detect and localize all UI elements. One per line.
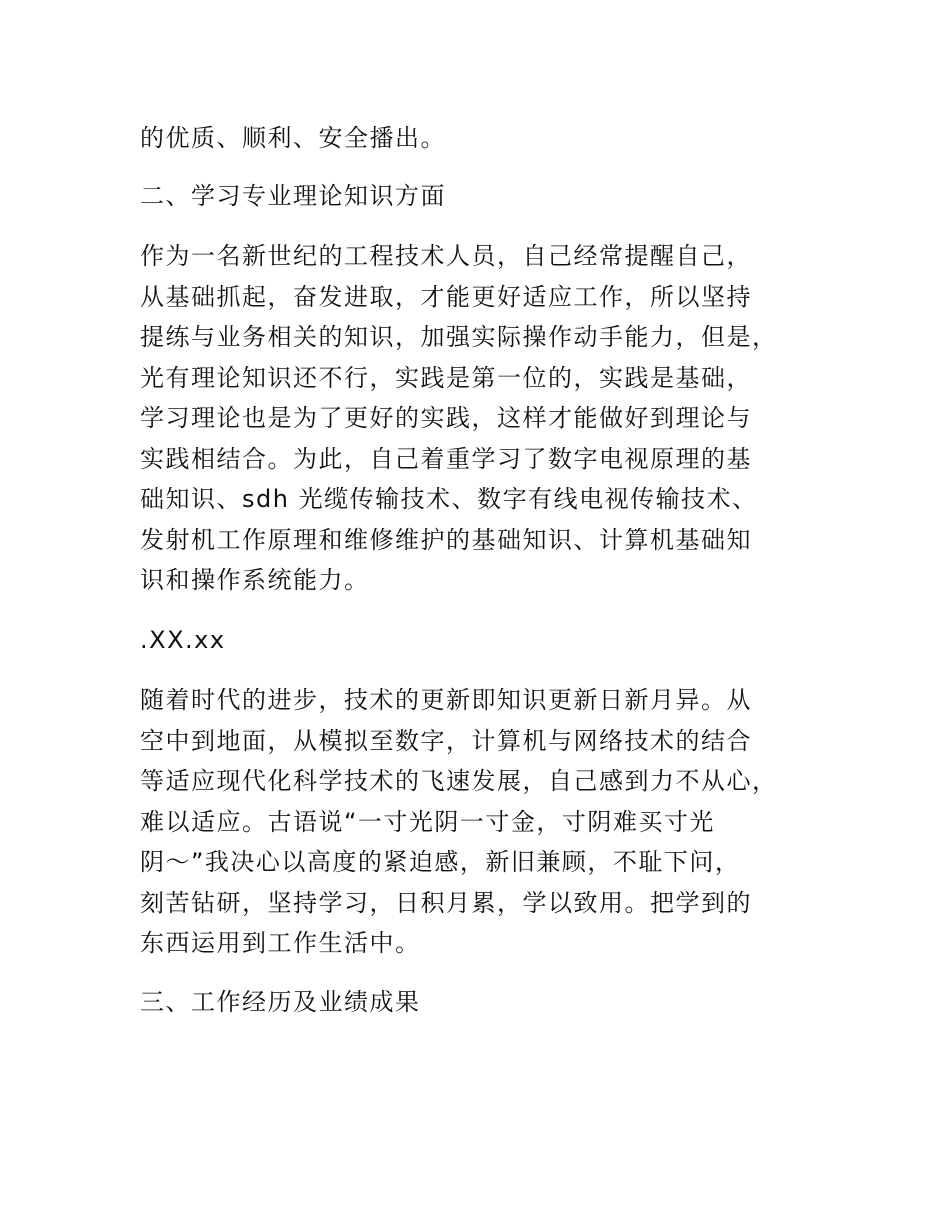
text-line: 三、工作经历及业绩成果 [140, 988, 421, 1016]
text-line: 等适应现代化科学技术的飞速发展，自己感到力不从心， [140, 767, 778, 795]
text-line: 随着时代的进步，技术的更新即知识更新日新月异。从 [140, 686, 752, 714]
text-line: 阴～”我决心以高度的紧迫感，新旧兼顾，不耻下问， [140, 848, 741, 876]
text-line: 础知识、sdh 光缆传输技术、数字有线电视传输技术、 [140, 485, 758, 513]
text-line: 提练与业务相关的知识，加强实际操作动手能力，但是， [140, 323, 778, 351]
text-line: 的优质、顺利、安全播出。 [140, 124, 446, 152]
continuation-text [140, 118, 820, 159]
text-line: 作为一名新世纪的工程技术人员，自己经常提醒自己， [140, 242, 752, 270]
section-heading-study-theory [140, 176, 820, 217]
text-line: 从基础抓起，奋发进取，才能更好适应工作，所以坚持 [140, 282, 752, 311]
text-line: 实践相结合。为此，自己着重学习了数字电视原理的基 [140, 444, 752, 473]
text-line: 发射机工作原理和维修维护的基础知识、计算机基础知 [140, 525, 752, 554]
text-line: 空中到地面，从模拟至数字，计算机与网络技术的结合 [140, 726, 752, 755]
text-line: 光有理论知识还不行，实践是第一位的，实践是基础， [140, 363, 752, 392]
text-line: 二、学习专业理论知识方面 [140, 182, 446, 210]
paragraph-keep-learning [140, 680, 820, 964]
text-line: 学习理论也是为了更好的实践，这样才能做好到理论与 [140, 404, 752, 432]
text-line: 识和操作系统能力。 [140, 566, 370, 594]
text-line: 刻苦钻研，坚持学习，日积月累，学以致用。把学到的 [140, 888, 752, 917]
section-heading-work-experience [140, 982, 820, 1023]
text-line: 难以适应。古语说“一寸光阴一寸金，寸阴难买寸光 [140, 807, 715, 836]
text-line: 东西运用到工作生活中。 [140, 929, 421, 957]
paragraph-engineering-study [140, 236, 820, 601]
date-marker [140, 620, 820, 661]
text-line: .XX.xx [140, 626, 226, 654]
